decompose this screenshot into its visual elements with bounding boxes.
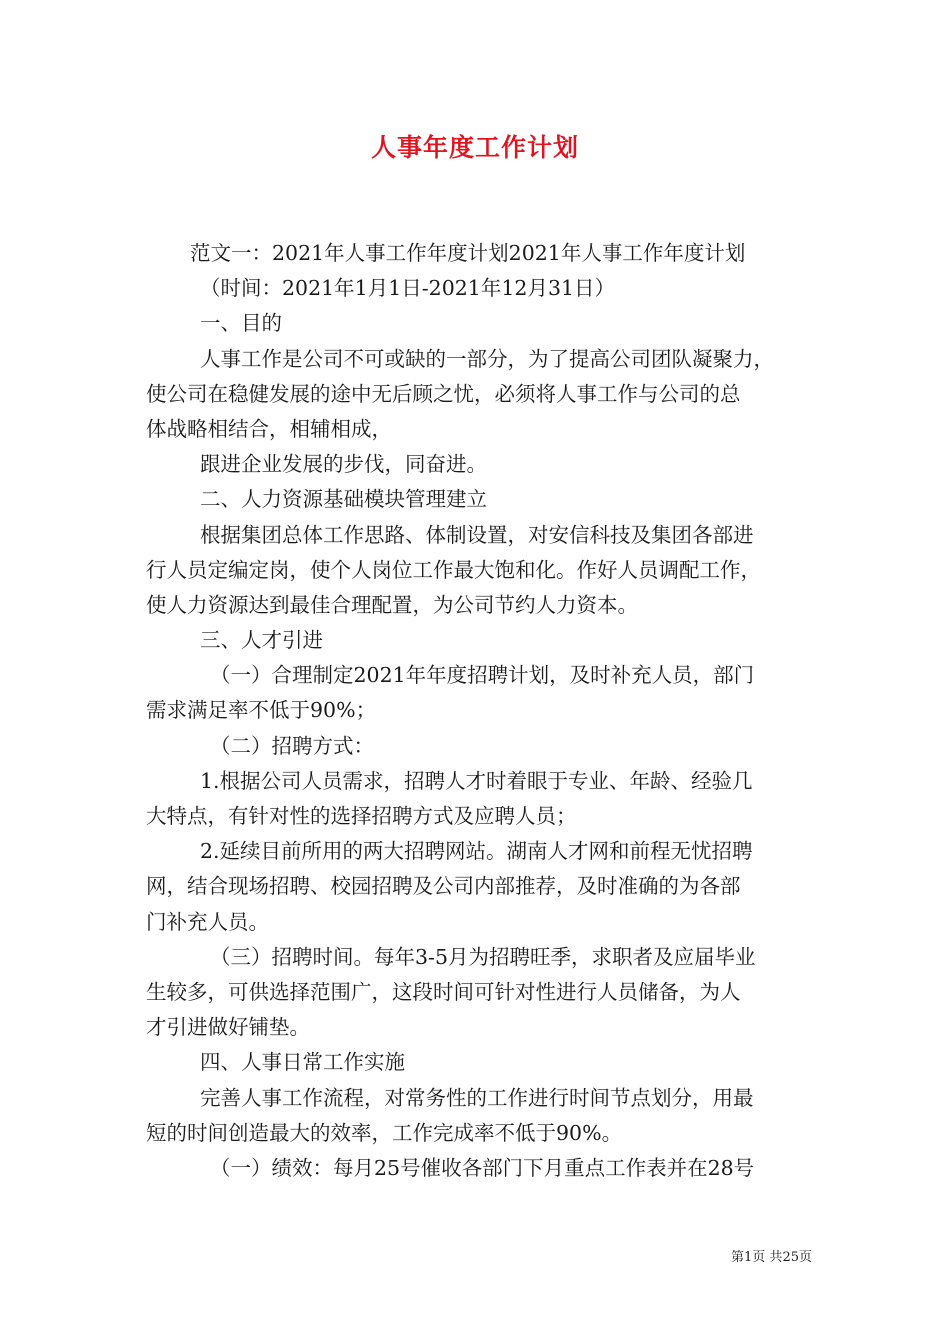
document-title: 人事年度工作计划 xyxy=(370,133,579,162)
text-line: 网，结合现场招聘、校园招聘及公司内部推荐，及时准确的为各部 xyxy=(146,874,741,899)
text-line: 根据集团总体工作思路、体制设置，对安信科技及集团各部进 xyxy=(200,522,754,547)
text-line: 使公司在稳健发展的途中无后顾之忧，必须将人事工作与公司的总 xyxy=(146,381,741,406)
footer-prefix: 第 xyxy=(731,1250,745,1265)
text-line: 三、人才引进 xyxy=(200,628,323,653)
text-line: 跟进企业发展的步伐，同奋进。 xyxy=(200,452,487,477)
text-line: 需求满足率不低于90%； xyxy=(146,698,377,723)
text-line: 短的时间创造最大的效率，工作完成率不低于90%。 xyxy=(146,1120,623,1145)
footer-total-pages: 25 xyxy=(782,1250,799,1265)
page-footer xyxy=(0,1246,812,1265)
text-line: 生较多，可供选择范围广，这段时间可针对性进行人员储备，为人 xyxy=(146,979,741,1004)
text-line: 人事工作是公司不可或缺的一部分，为了提高公司团队凝聚力， xyxy=(200,346,774,371)
text-line: 范文一：2021年人事工作年度计划2021年人事工作年度计划 xyxy=(190,241,746,265)
document-body xyxy=(146,236,808,1186)
text-line: 完善人事工作流程，对常务性的工作进行时间节点划分，用最 xyxy=(200,1085,754,1110)
text-line: （三）招聘时间。每年3-5月为招聘旺季，求职者及应届毕业 xyxy=(210,944,756,969)
text-line: 行人员定编定岗，使个人岗位工作最大饱和化。作好人员调配工作， xyxy=(146,557,761,582)
text-line: （一）合理制定2021年年度招聘计划，及时补充人员，部门 xyxy=(210,663,755,688)
text-line: 才引进做好铺垫。 xyxy=(146,1015,310,1040)
text-line: 四、人事日常工作实施 xyxy=(200,1050,405,1075)
text-line: 大特点，有针对性的选择招聘方式及应聘人员； xyxy=(146,804,577,828)
footer-suffix: 页 xyxy=(798,1250,812,1265)
text-line: 门补充人员。 xyxy=(146,909,269,934)
text-line: 二、人力资源基础模块管理建立 xyxy=(200,487,487,512)
text-line: （时间：2021年1月1日-2021年12月31日） xyxy=(200,276,616,301)
text-line: 1.根据公司人员需求，招聘人才时着眼于专业、年龄、经验几 xyxy=(200,768,753,793)
footer-middle: 页 共 xyxy=(752,1250,783,1265)
text-line: 2.延续目前所用的两大招聘网站。湖南人才网和前程无忧招聘 xyxy=(200,839,753,864)
text-line: （二）招聘方式： xyxy=(210,733,374,758)
text-line: 一、目的 xyxy=(200,311,282,336)
text-line: （一）绩效：每月25号催收各部门下月重点工作表并在28号 xyxy=(210,1155,755,1180)
text-line: 体战略相结合，相辅相成， xyxy=(146,416,392,441)
footer-current-page: 1 xyxy=(744,1250,753,1265)
text-line: 使人力资源达到最佳合理配置，为公司节约人力资本。 xyxy=(146,592,638,617)
